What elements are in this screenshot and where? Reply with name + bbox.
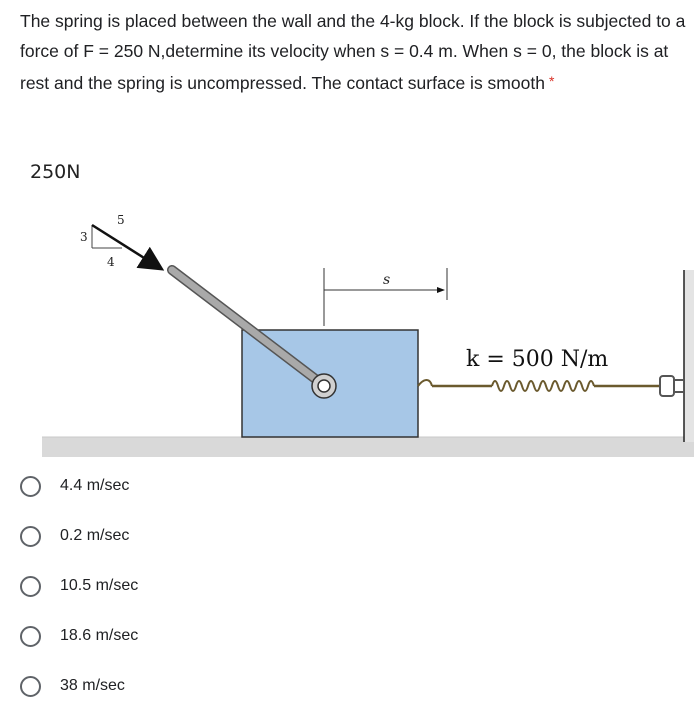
mechanics-diagram bbox=[0, 150, 700, 462]
answer-options bbox=[20, 472, 320, 722]
displacement-dimension bbox=[324, 268, 447, 326]
option-label: 10.5 m/sec bbox=[60, 577, 139, 594]
option-5[interactable] bbox=[20, 672, 320, 722]
radio-button[interactable] bbox=[20, 476, 41, 497]
required-asterisk: * bbox=[548, 73, 555, 89]
force-arrow bbox=[92, 225, 160, 268]
ground bbox=[42, 437, 694, 457]
option-label: 18.6 m/sec bbox=[60, 627, 139, 644]
slope-hypotenuse-label: 5 bbox=[117, 213, 125, 227]
question-text bbox=[20, 6, 690, 98]
option-2[interactable] bbox=[20, 522, 320, 572]
radio-button[interactable] bbox=[20, 676, 41, 697]
radio-button[interactable] bbox=[20, 576, 41, 597]
option-label: 38 m/sec bbox=[60, 677, 125, 694]
option-3[interactable] bbox=[20, 572, 320, 622]
radio-button[interactable] bbox=[20, 526, 41, 547]
slope-vertical-label: 3 bbox=[80, 230, 88, 244]
radio-button[interactable] bbox=[20, 626, 41, 647]
question-body: The spring is placed between the wall and the 4-kg block. If the block is subjected to a force of F = 250 N,determine its velocity when s = 0.4 m. When s = 0, the block is at rest and the spring is uncompressed. The contact surface is smooth bbox=[20, 11, 686, 93]
option-label: 4.4 m/sec bbox=[60, 477, 130, 494]
displacement-label: s bbox=[383, 272, 391, 288]
wall bbox=[684, 270, 694, 442]
spring-constant-label: k = 500 N/m bbox=[466, 347, 609, 372]
spring bbox=[418, 376, 684, 396]
slope-horizontal-label: 4 bbox=[107, 255, 115, 269]
problem-figure bbox=[0, 150, 700, 462]
force-label: 250N bbox=[30, 161, 81, 183]
option-1[interactable] bbox=[20, 472, 320, 522]
option-label: 0.2 m/sec bbox=[60, 527, 130, 544]
option-4[interactable] bbox=[20, 622, 320, 672]
